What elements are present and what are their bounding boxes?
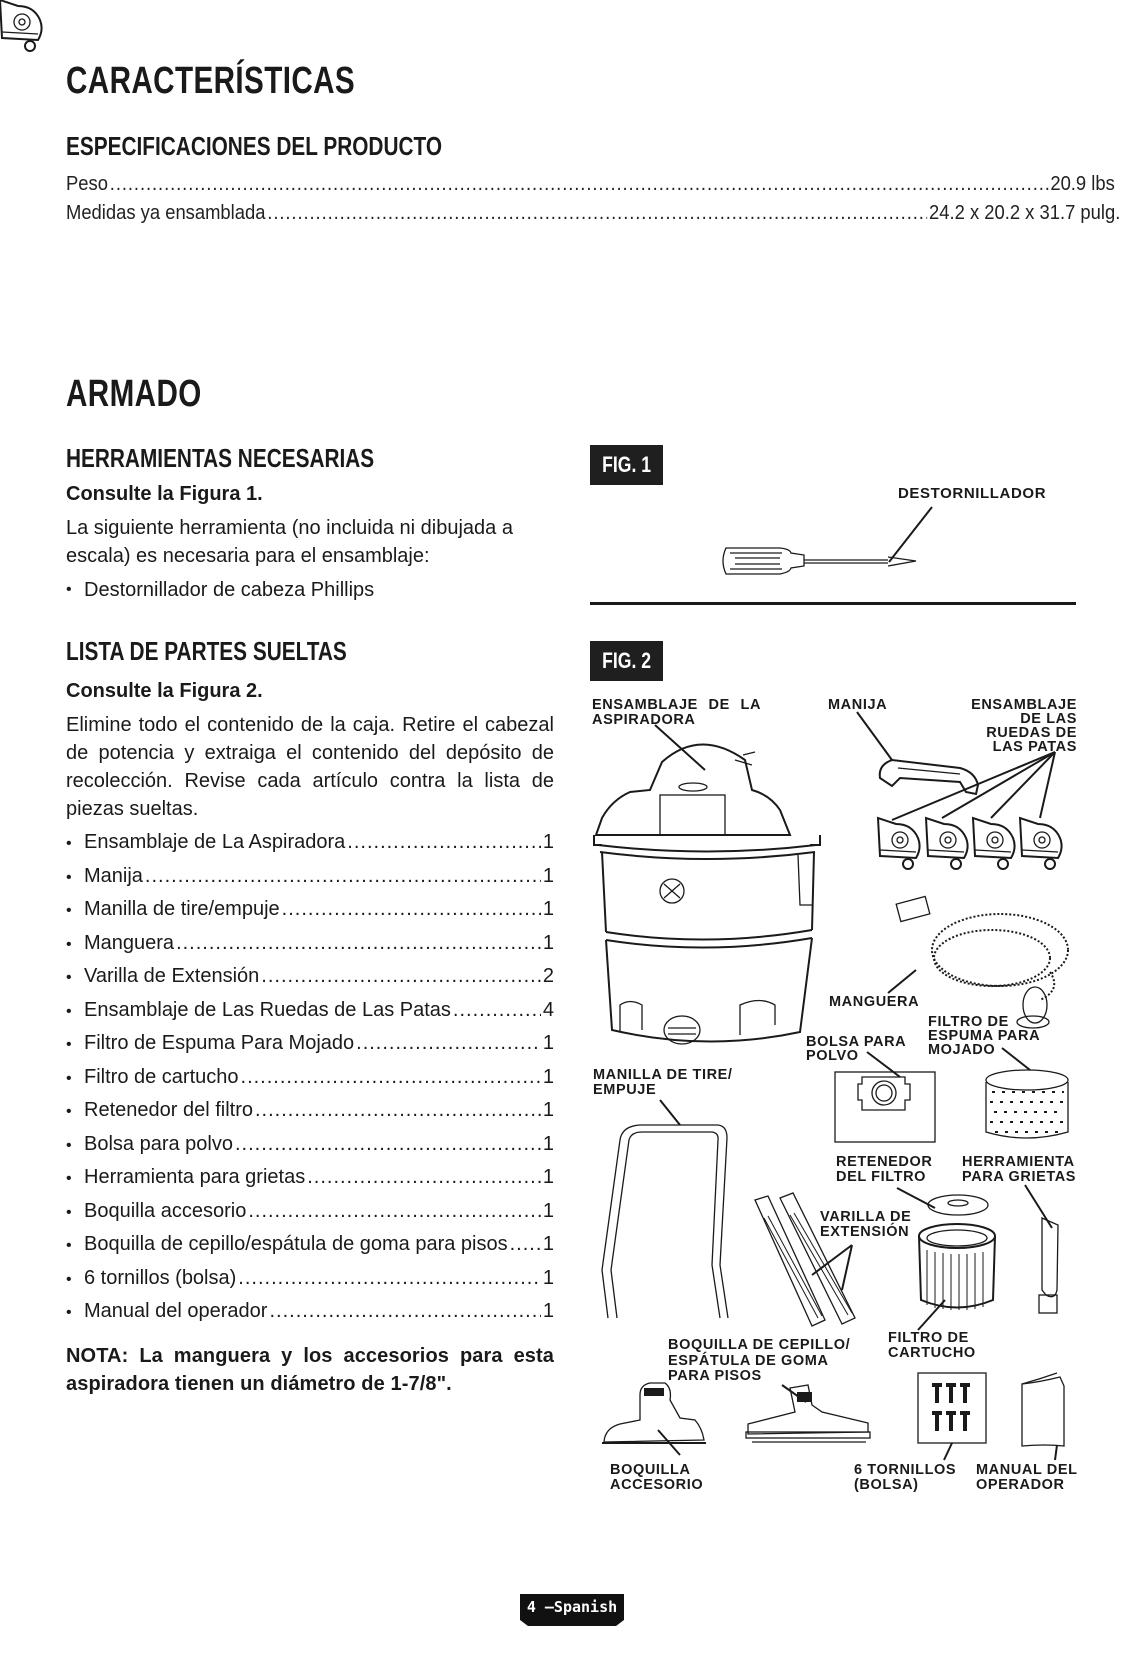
- label-line: DEL FILTRO: [836, 1169, 927, 1185]
- label-line: HERRAMIENTA: [962, 1154, 1075, 1170]
- bullet: •: [66, 581, 72, 598]
- label-line: RUEDAS DE: [986, 725, 1077, 741]
- spec-label: Medidas ya ensamblada: [66, 202, 266, 224]
- bullet: •: [66, 1036, 72, 1053]
- part-name: Varilla de Extensión: [84, 965, 260, 987]
- part-name: Boquilla accesorio: [84, 1199, 247, 1222]
- leader-lines-wand: [812, 1245, 852, 1290]
- dust-bag-icon: [835, 1072, 935, 1142]
- part-name: Ensamblaje de La Aspiradora: [84, 831, 346, 853]
- utility-nozzle-icon: [602, 1383, 706, 1443]
- label-hose: MANGUERA: [829, 994, 920, 1010]
- part-name: Filtro de Espuma Para Mojado: [84, 1032, 355, 1054]
- spec-label: Peso: [66, 173, 108, 195]
- label-line: BOLSA PARA: [806, 1034, 907, 1050]
- section-title-caracteristicas: CARACTERÍSTICAS: [66, 60, 356, 102]
- part-qty: 1: [542, 1166, 554, 1188]
- crevice-tool-icon: [1039, 1218, 1058, 1313]
- shop-vacuum-icon: [594, 744, 820, 1044]
- part-qty: 2: [542, 965, 554, 987]
- floor-nozzle-icon: [746, 1385, 870, 1442]
- label-line: ESPUMA PARA: [928, 1028, 1041, 1044]
- leader-line: [660, 1100, 680, 1125]
- part-qty: 1: [542, 864, 554, 887]
- spec-value: 24.2 x 20.2 x 31.7 pulg.: [929, 202, 1121, 224]
- push-pull-handle-icon: [602, 1125, 728, 1318]
- leader-line: [944, 1443, 952, 1460]
- operator-manual-icon: [1022, 1373, 1064, 1446]
- label-line: VARILLA DE: [820, 1209, 912, 1225]
- leader-line: [867, 1052, 900, 1077]
- bullet: •: [66, 969, 72, 986]
- part-name: Retenedor del filtro: [84, 1099, 253, 1121]
- label-line: ASPIRADORA: [592, 712, 696, 728]
- hose-icon: [896, 896, 1068, 1028]
- label-line: MANILLA DE TIRE/: [593, 1067, 733, 1083]
- page-number: 4 –Spanish: [526, 1598, 618, 1616]
- label-line: POLVO: [806, 1048, 859, 1064]
- label-line: PARA PISOS: [668, 1368, 762, 1384]
- parts-description: Elimine todo el contenido de la caja. Retire el cabezal de potencia y extraiga el contenido del depósito de recolección. Revise cada artículo contra la lista de piezas sueltas.: [66, 714, 554, 820]
- part-name: Ensamblaje de Las Ruedas de Las Patas: [84, 998, 451, 1021]
- leader-line: [888, 970, 916, 993]
- bullet: •: [66, 1103, 72, 1120]
- label-line: FILTRO DE: [928, 1014, 1009, 1030]
- tools-heading: HERRAMIENTAS NECESARIAS: [66, 443, 375, 473]
- fig2-tag-text: FIG. 2: [602, 648, 651, 673]
- parts-heading: LISTA DE PARTES SUELTAS: [66, 636, 347, 666]
- label-line: ENSAMBLAJE DE LA: [592, 697, 762, 713]
- part-qty: 1: [542, 1032, 554, 1054]
- leader-line: [897, 1188, 935, 1208]
- part-qty: 1: [542, 1300, 554, 1322]
- label-line: PARA GRIETAS: [962, 1169, 1077, 1185]
- label-destornillador: DESTORNILLADOR: [898, 485, 1047, 502]
- part-qty: 1: [542, 1065, 554, 1088]
- specs-heading: ESPECIFICACIONES DEL PRODUCTO: [66, 131, 442, 161]
- label-line: BOQUILLA: [610, 1462, 691, 1478]
- label-line: MANUAL DEL: [976, 1462, 1078, 1478]
- label-line: EMPUJE: [593, 1082, 657, 1098]
- label-line: CARTUCHO: [888, 1345, 976, 1361]
- bullet: •: [66, 1002, 72, 1020]
- bullet: •: [66, 868, 72, 886]
- label-line: 6 TORNILLOS: [854, 1462, 957, 1478]
- bullet: •: [66, 1304, 72, 1321]
- bullet: •: [66, 1237, 72, 1254]
- bullet: •: [66, 935, 72, 953]
- part-name: Manual del operador: [84, 1300, 268, 1322]
- bullet: •: [66, 835, 72, 852]
- part-name: Herramienta para grietas: [84, 1166, 306, 1188]
- label-line: RETENEDOR: [836, 1154, 933, 1170]
- carry-handle-icon: [880, 760, 978, 794]
- label-handle: MANIJA: [828, 697, 888, 713]
- leader-line: [1002, 1048, 1030, 1070]
- part-qty: 1: [542, 1132, 554, 1155]
- footer-tag-notch: [520, 1620, 624, 1626]
- bullet: •: [66, 1270, 72, 1288]
- foam-filter-icon: [986, 1070, 1068, 1138]
- part-name: Boquilla de cepillo/espátula de goma para pisos: [84, 1233, 508, 1255]
- leader-line: [1025, 1185, 1052, 1228]
- label-line: (BOLSA): [854, 1477, 919, 1493]
- fig1-tag-text: FIG. 1: [602, 452, 651, 477]
- label-line: ENSAMBLAJE: [971, 697, 1077, 713]
- leader-line: [857, 712, 892, 760]
- extension-wand-icon: [755, 1193, 855, 1326]
- note-text: La manguera y los accesorios para esta aspiradora tienen un diámetro de 1-7/8".: [66, 1344, 554, 1395]
- label-line: ESPÁTULA DE GOMA: [668, 1352, 829, 1369]
- leader-line: [1055, 1445, 1057, 1460]
- part-qty: 1: [542, 931, 554, 954]
- label-line: FILTRO DE: [888, 1330, 969, 1346]
- label-line: ACCESORIO: [610, 1477, 704, 1493]
- part-qty: 1: [542, 1199, 554, 1222]
- bullet: •: [66, 1203, 72, 1221]
- page-footer: [520, 1594, 624, 1626]
- part-name: Manguera: [84, 931, 175, 954]
- section-title-armado: ARMADO: [66, 373, 202, 415]
- caster-wheels-icon: [0, 0, 1062, 869]
- part-qty: 1: [542, 898, 554, 920]
- part-qty: 1: [542, 1266, 554, 1289]
- bullet: •: [66, 902, 72, 919]
- label-line: EXTENSIÓN: [820, 1224, 910, 1240]
- part-qty: 4: [542, 998, 554, 1021]
- label-line: DE LAS: [1020, 711, 1077, 727]
- part-name: Bolsa para polvo: [84, 1132, 233, 1155]
- tools-figure-ref: Consulte la Figura 1.: [66, 483, 263, 505]
- tool-name: Destornillador de cabeza Phillips: [84, 579, 375, 601]
- filter-retainer-icon: [928, 1195, 988, 1215]
- part-qty: 1: [542, 1099, 554, 1121]
- note-label: NOTA:: [66, 1344, 129, 1367]
- bullet: •: [66, 1136, 72, 1154]
- part-name: 6 tornillos (bolsa): [84, 1266, 237, 1289]
- label-line: LAS PATAS: [992, 739, 1077, 755]
- page-number-tag: [520, 1594, 624, 1620]
- spec-value: 20.9 lbs: [1050, 173, 1115, 195]
- label-line: MOJADO: [928, 1042, 996, 1058]
- parts-figure-ref: Consulte la Figura 2.: [66, 680, 263, 702]
- bullet: •: [66, 1069, 72, 1087]
- part-qty: 1: [542, 831, 554, 853]
- tools-description: La siguiente herramienta (no incluida ni dibujada a escala) es necesaria para el ensamblaje:: [66, 517, 513, 567]
- bullet: •: [66, 1170, 72, 1187]
- label-line: OPERADOR: [976, 1477, 1065, 1493]
- part-name: Manija: [84, 864, 143, 887]
- part-qty: 1: [542, 1233, 554, 1255]
- part-name: Manilla de tire/empuje: [84, 898, 280, 920]
- label-line: BOQUILLA DE CEPILLO/: [668, 1337, 851, 1353]
- screws-bag-icon: [918, 1373, 986, 1443]
- cartridge-filter-icon: [919, 1224, 995, 1310]
- part-name: Filtro de cartucho: [84, 1065, 239, 1088]
